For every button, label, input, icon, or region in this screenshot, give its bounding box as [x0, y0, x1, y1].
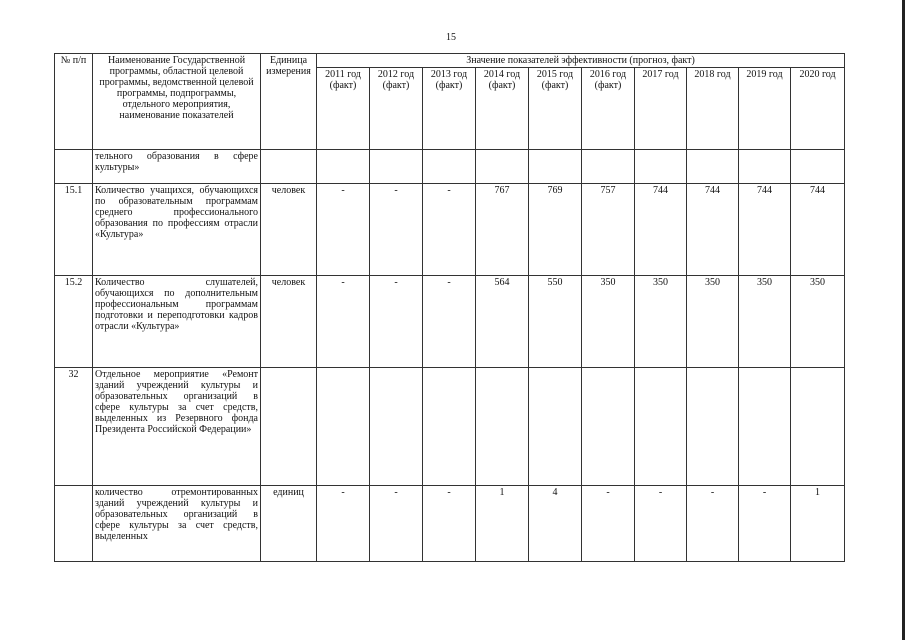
row-value — [529, 150, 582, 184]
row-value: 350 — [791, 276, 845, 368]
header-year — [370, 68, 423, 150]
header-group: Значение показателей эффективности (прогноз, факт) — [317, 54, 845, 68]
header-year-note: (факт) — [382, 80, 410, 91]
header-year — [582, 68, 635, 150]
table-row — [55, 486, 845, 562]
row-value: 1 — [791, 486, 845, 562]
row-name: тельного образования в сфере культуры» — [93, 150, 261, 184]
row-value: 744 — [635, 184, 687, 276]
row-value — [739, 368, 791, 486]
header-year-label: 2011 год — [325, 69, 361, 80]
row-value — [529, 368, 582, 486]
header-year — [423, 68, 476, 150]
table-row — [55, 276, 845, 368]
row-value: 744 — [791, 184, 845, 276]
table-row — [55, 150, 845, 184]
row-value — [791, 150, 845, 184]
header-year-note: (факт) — [594, 80, 622, 91]
row-value: - — [370, 486, 423, 562]
row-unit — [261, 150, 317, 184]
header-year — [476, 68, 529, 150]
row-value — [582, 368, 635, 486]
header-year — [529, 68, 582, 150]
row-value — [317, 150, 370, 184]
header-year — [635, 68, 687, 150]
header-year-note: (факт) — [488, 80, 516, 91]
row-value: - — [317, 276, 370, 368]
row-value: 350 — [687, 276, 739, 368]
header-year-note: (факт) — [329, 80, 357, 91]
row-value: 350 — [739, 276, 791, 368]
row-name: Количество учащихся, обучающихся по образовательным программам среднего профессионального образования по профессиям отрасли «Культура» — [93, 184, 261, 276]
row-value: - — [687, 486, 739, 562]
row-value: - — [370, 184, 423, 276]
row-value: 744 — [687, 184, 739, 276]
row-value: - — [423, 486, 476, 562]
row-value — [370, 150, 423, 184]
header-year-label: 2019 год — [746, 69, 783, 80]
row-value: 767 — [476, 184, 529, 276]
row-value — [582, 150, 635, 184]
row-value: 550 — [529, 276, 582, 368]
row-number — [55, 486, 93, 562]
header-year-label: 2018 год — [694, 69, 731, 80]
header-year — [739, 68, 791, 150]
row-number: 15.2 — [55, 276, 93, 368]
row-value — [476, 368, 529, 486]
header-name: Наименование Государственной программы, областной целевой программы, ведомственной целевой программы, подпрограммы, отдельного мероприятия, наименование показателей — [93, 54, 261, 150]
row-value: 350 — [582, 276, 635, 368]
row-value — [635, 368, 687, 486]
table-row — [55, 368, 845, 486]
row-value — [370, 368, 423, 486]
row-unit: человек — [261, 276, 317, 368]
table-row — [55, 184, 845, 276]
row-value: 4 — [529, 486, 582, 562]
row-value — [791, 368, 845, 486]
row-unit — [261, 368, 317, 486]
row-value: - — [739, 486, 791, 562]
row-number: 15.1 — [55, 184, 93, 276]
header-year-label: 2016 год — [589, 69, 627, 80]
row-value — [476, 150, 529, 184]
header-num: № п/п — [55, 54, 93, 150]
header-year-label: 2017 год — [642, 69, 679, 80]
row-value — [687, 150, 739, 184]
header-year — [317, 68, 370, 150]
row-value: 564 — [476, 276, 529, 368]
row-value: - — [582, 486, 635, 562]
row-value — [317, 368, 370, 486]
row-value: 1 — [476, 486, 529, 562]
header-year — [791, 68, 845, 150]
row-value: 769 — [529, 184, 582, 276]
row-value: 350 — [635, 276, 687, 368]
header-year — [687, 68, 739, 150]
row-value: - — [317, 184, 370, 276]
row-value — [423, 150, 476, 184]
header-year-note: (факт) — [435, 80, 463, 91]
page-number: 15 — [446, 32, 456, 43]
indicators-table — [54, 53, 845, 562]
header-year-label: 2015 год — [536, 69, 574, 80]
row-value — [739, 150, 791, 184]
row-value: 744 — [739, 184, 791, 276]
row-name: количество отремонтированных зданий учреждений культуры и образовательных организаций в сфере культуры за счет средств, выделенных — [93, 486, 261, 562]
row-name: Количество слушателей, обучающихся по дополнительным профессиональным программам подготовки и переподготовки кадров отрасли «Культура» — [93, 276, 261, 368]
row-value — [635, 150, 687, 184]
row-value: - — [317, 486, 370, 562]
row-value: - — [423, 276, 476, 368]
row-value: - — [423, 184, 476, 276]
row-value — [423, 368, 476, 486]
row-value — [687, 368, 739, 486]
row-unit: единиц — [261, 486, 317, 562]
header-year-label: 2013 год — [430, 69, 468, 80]
header-unit: Единица измерения — [261, 54, 317, 150]
row-value: - — [635, 486, 687, 562]
row-value: 757 — [582, 184, 635, 276]
header-year-label: 2020 год — [799, 69, 836, 80]
row-unit: человек — [261, 184, 317, 276]
header-year-label: 2014 год — [483, 69, 521, 80]
row-name: Отдельное мероприятие «Ремонт зданий учреждений культуры и образовательных организаций в сфере культуры за счет средств, выделенных из Резервного фонда Президента Российской Федерации» — [93, 368, 261, 486]
header-year-label: 2012 год — [377, 69, 415, 80]
row-number — [55, 150, 93, 184]
row-value: - — [370, 276, 423, 368]
row-number: 32 — [55, 368, 93, 486]
header-year-note: (факт) — [541, 80, 569, 91]
